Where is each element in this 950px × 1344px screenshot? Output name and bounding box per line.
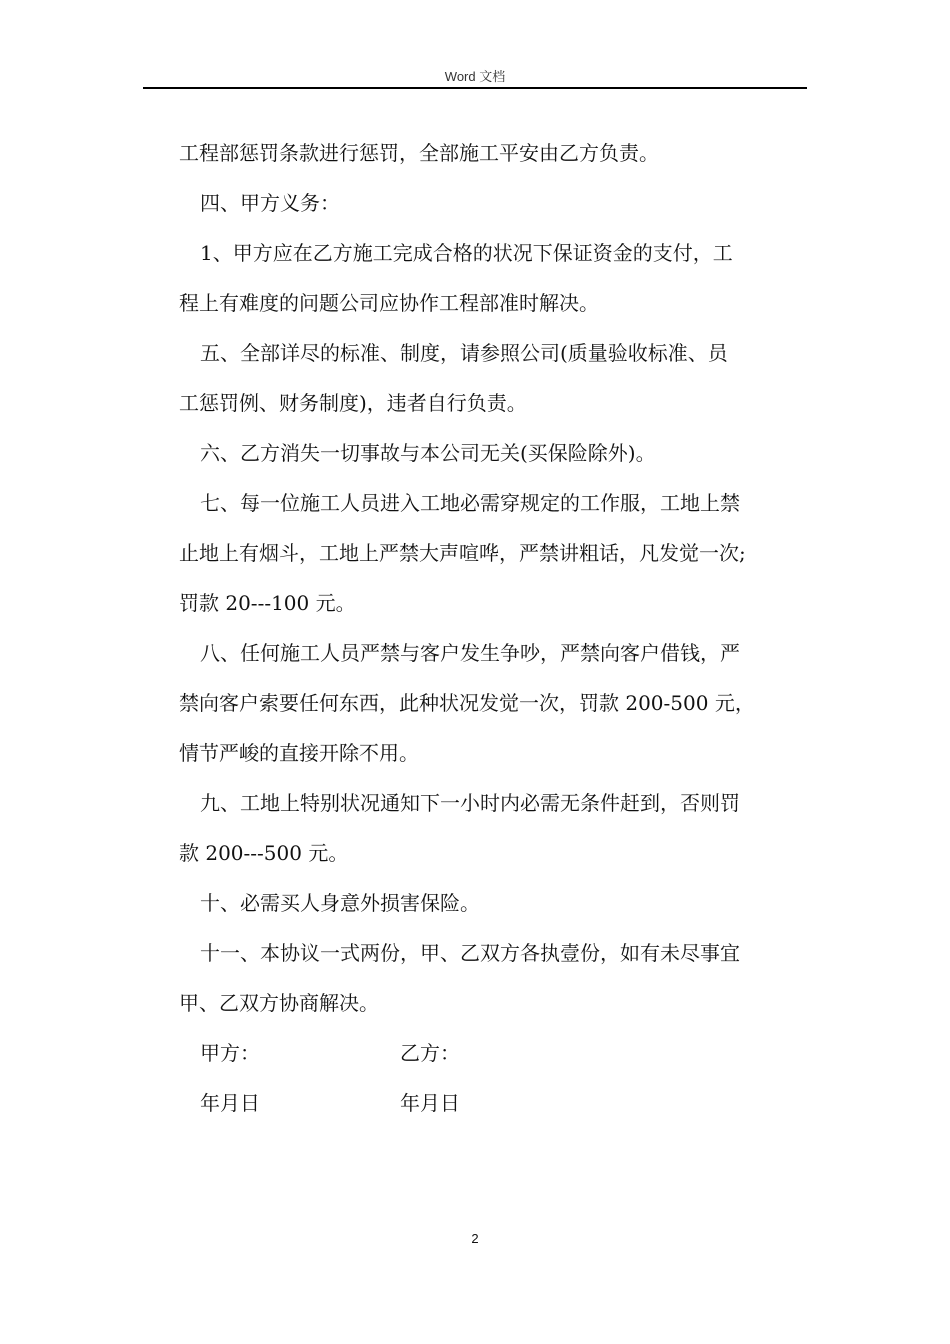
- date-row: [179, 1078, 811, 1128]
- paragraph-line: 十一、本协议一式两份，甲、乙双方各执壹份，如有未尽事宜: [200, 941, 740, 965]
- paragraph-line: 款 200---500 元。: [179, 841, 349, 865]
- paragraph-line: 甲、乙双方协商解决。: [179, 991, 379, 1015]
- paragraph-line: 罚款 20---100 元。: [179, 591, 356, 615]
- paragraph-line: 情节严峻的直接开除不用。: [179, 741, 419, 765]
- party-a-date: 年月日: [200, 1091, 260, 1115]
- document-body: [179, 128, 811, 1128]
- paragraph-line: 1、甲方应在乙方施工完成合格的状况下保证资金的支付，工: [200, 241, 733, 265]
- paragraph-line: 工程部惩罚条款进行惩罚，全部施工平安由乙方负责。: [179, 141, 659, 165]
- paragraph-line: 十、必需买人身意外损害保险。: [200, 891, 480, 915]
- header-divider: [143, 87, 807, 89]
- party-b-date: 年月日: [400, 1091, 460, 1115]
- paragraph-line: 工惩罚例、财务制度)，违者自行负责。: [179, 391, 527, 415]
- paragraph-line: 六、乙方消失一切事故与本公司无关(买保险除外)。: [200, 441, 656, 465]
- paragraph-line: 程上有难度的问题公司应协作工程部准时解决。: [179, 291, 599, 315]
- page-number: 2: [471, 1231, 479, 1246]
- party-b-label: 乙方：: [400, 1041, 460, 1065]
- paragraph-line: 止地上有烟斗，工地上严禁大声喧哗，严禁讲粗话，凡发觉一次;: [179, 541, 746, 565]
- page-header-title: Word 文档: [444, 69, 506, 84]
- paragraph-line: 九、工地上特别状况通知下一小时内必需无条件赶到，否则罚: [200, 791, 740, 815]
- paragraph-line: 八、任何施工人员严禁与客户发生争吵，严禁向客户借钱，严: [200, 641, 740, 665]
- paragraph-line: 四、甲方义务：: [200, 191, 340, 215]
- paragraph-line: 禁向客户索要任何东西，此种状况发觉一次，罚款 200-500 元，: [179, 691, 755, 715]
- party-a-label: 甲方：: [200, 1041, 260, 1065]
- paragraph-line: 七、每一位施工人员进入工地必需穿规定的工作服，工地上禁: [200, 491, 740, 515]
- signature-row: [179, 1028, 811, 1078]
- paragraph-line: 五、全部详尽的标准、制度，请参照公司(质量验收标准、员: [200, 341, 728, 365]
